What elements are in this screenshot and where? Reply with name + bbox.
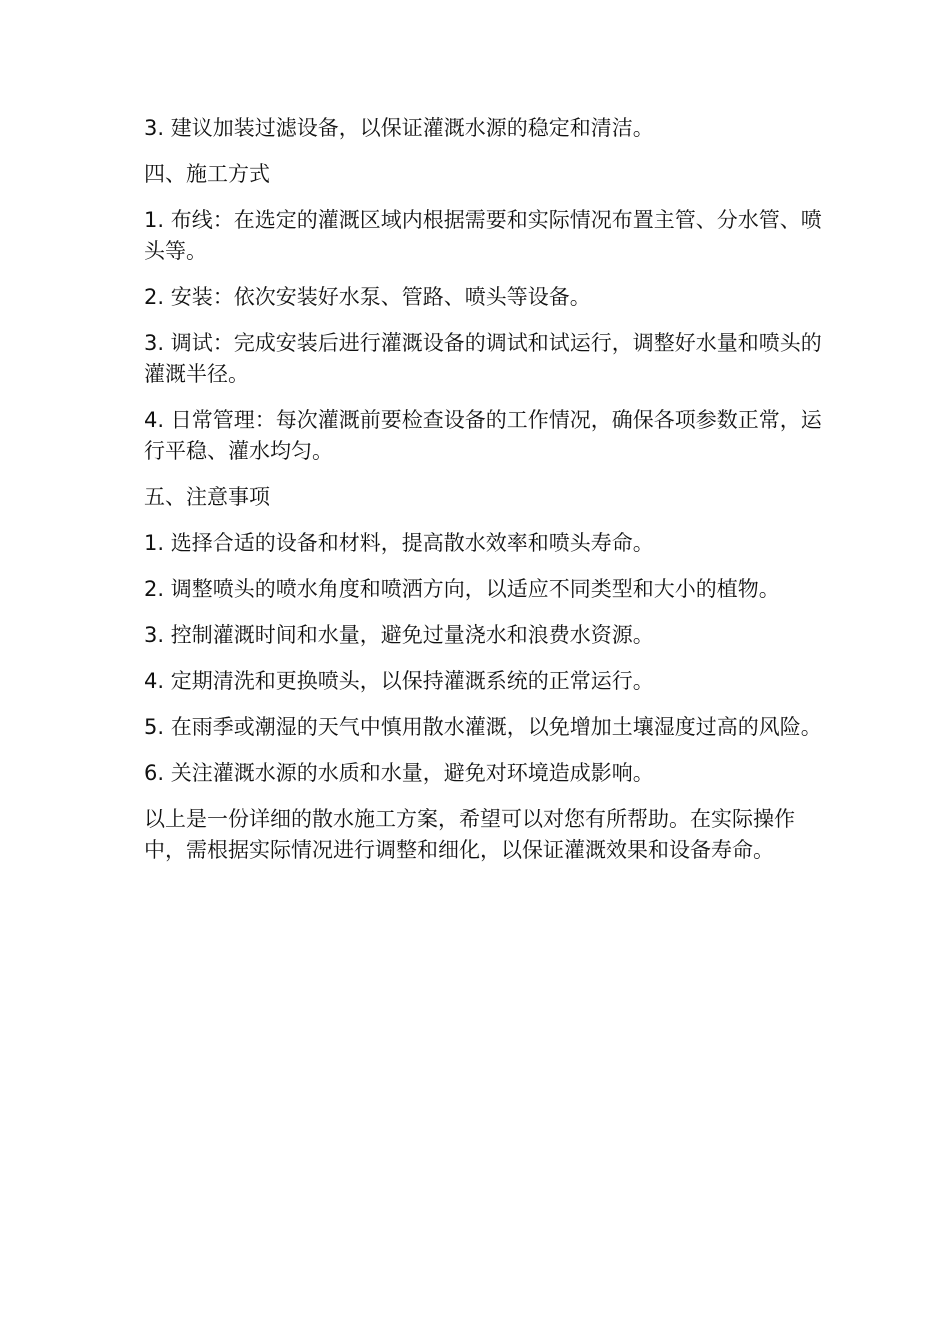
list-item-wiring: 1. 布线：在选定的灌溉区域内根据需要和实际情况布置主管、分水管、喷头等。 — [144, 208, 822, 263]
list-item-water-quality: 6. 关注灌溉水源的水质和水量，避免对环境造成影响。 — [144, 761, 654, 785]
list-item-debugging: 3. 调试：完成安装后进行灌溉设备的调试和试运行，调整好水量和喷头的灌溉半径。 — [144, 331, 822, 386]
list-item-choose-equipment: 1. 选择合适的设备和材料，提高散水效率和喷头寿命。 — [144, 531, 654, 555]
list-item-rainy-season: 5. 在雨季或潮湿的天气中慎用散水灌溉，以免增加土壤湿度过高的风险。 — [144, 715, 822, 739]
closing-paragraph: 以上是一份详细的散水施工方案，希望可以对您有所帮助。在实际操作中，需根据实际情况进行调整和细化，以保证灌溉效果和设备寿命。 — [144, 807, 795, 862]
list-item-clean-nozzle: 4. 定期清洗和更换喷头，以保持灌溉系统的正常运行。 — [144, 669, 654, 693]
list-item-daily-management: 4. 日常管理：每次灌溉前要检查设备的工作情况，确保各项参数正常，运行平稳、灌水均匀。 — [144, 408, 822, 463]
list-item-installation: 2. 安装：依次安装好水泵、管路、喷头等设备。 — [144, 285, 591, 309]
section-heading-precautions: 五、注意事项 — [144, 485, 270, 509]
list-item-control-time: 3. 控制灌溉时间和水量，避免过量浇水和浪费水资源。 — [144, 623, 654, 647]
list-item-adjust-nozzle: 2. 调整喷头的喷水角度和喷洒方向，以适应不同类型和大小的植物。 — [144, 577, 780, 601]
section-heading-construction-method: 四、施工方式 — [144, 162, 270, 186]
list-item-filter-device: 3. 建议加装过滤设备，以保证灌溉水源的稳定和清洁。 — [144, 116, 654, 140]
document-body — [144, 113, 824, 881]
